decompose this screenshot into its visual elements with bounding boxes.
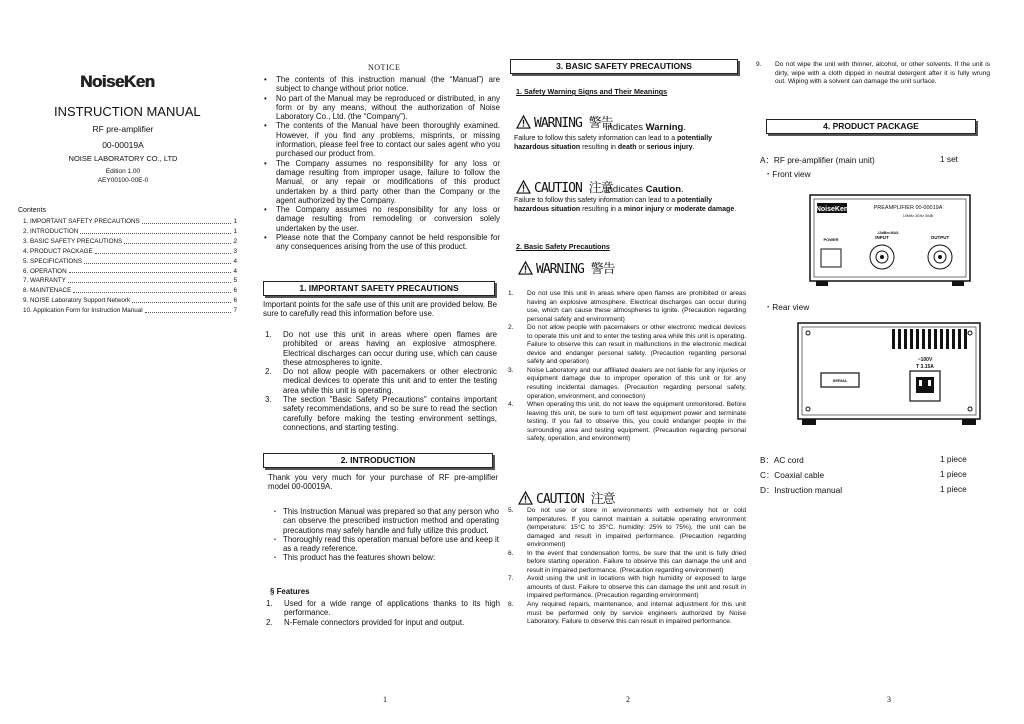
notice-item: • The contents of this instruction manual (the “Manual”) are subject to change without prior notice. bbox=[262, 75, 500, 94]
item-text: In the event that condensation forms, be sure that the unit is fully dried before starting operation. Failure to observe this can damage the unit and result in impaired performance. (Precaution regarding environment) bbox=[527, 549, 746, 574]
page-number: 3 bbox=[887, 695, 891, 704]
list-item bbox=[263, 535, 499, 554]
features-list bbox=[264, 599, 500, 627]
toc-leader bbox=[84, 257, 231, 264]
warning-triangle-icon bbox=[518, 261, 533, 275]
page-4 bbox=[754, 0, 1024, 724]
list-item bbox=[506, 324, 746, 367]
list-item bbox=[506, 507, 746, 550]
page-number: 1 bbox=[383, 695, 387, 704]
item-number: 2. bbox=[266, 617, 273, 627]
item-number: 2. bbox=[508, 324, 514, 332]
toc-page: 4 bbox=[233, 267, 237, 275]
item-text: Do not allow people with pacemakers or other electronic medical devices to operate this unit and to enter the testing area while this unit is operating. bbox=[283, 367, 497, 395]
toc-label: 5. SPECIFICATIONS bbox=[23, 257, 83, 265]
front-brand: NoiseKen bbox=[815, 206, 849, 213]
section-2-intro: Thank you very much for your purchase of RF pre-amplifier model 00-00019A. bbox=[268, 473, 498, 492]
package-item-c: C：Coaxial cable 1 piece bbox=[760, 469, 967, 480]
toc-leader bbox=[68, 276, 232, 283]
section-1-header: 1. IMPORTANT SAFETY PRECAUTIONS bbox=[263, 281, 495, 296]
noiseken-logo: NoiseKen bbox=[80, 72, 155, 91]
notice-item: • Please note that the Company cannot be held responsible for any consequences arising from the use of this product. bbox=[262, 233, 500, 252]
toc-label: 7. WARRANTY bbox=[23, 277, 66, 285]
warning-triangle-icon bbox=[516, 115, 531, 129]
toc-leader bbox=[132, 296, 231, 303]
item-9 bbox=[754, 61, 990, 87]
item-text: Avoid using the unit in locations with high humidity or exposed to large amounts of dust. Failure to observe this can damage the unit and result in impaired performance. (Precaution regarding environment) bbox=[527, 575, 746, 600]
toc-entry bbox=[23, 257, 237, 267]
caution-label: CAUTION 注意 bbox=[534, 181, 613, 196]
notice-list bbox=[262, 75, 500, 252]
list-item bbox=[506, 601, 746, 627]
item-text: Do not use this unit in areas where open flames are prohibited or areas having an explosive atmosphere. Electrical discharges can occur during use, which can cause these atmospheres to ignite. (Precaution regarding personal safety and environment) bbox=[527, 290, 746, 323]
manual-title: INSTRUCTION MANUAL bbox=[54, 104, 201, 119]
toc-entry bbox=[23, 217, 237, 227]
package-item-b: B：AC cord 1 piece bbox=[760, 454, 967, 465]
product-name: RF pre-amplifier bbox=[92, 124, 154, 134]
item-number: 3. bbox=[508, 366, 514, 374]
list-item bbox=[506, 367, 746, 401]
caution-sign bbox=[516, 177, 613, 196]
rear-panel-illustration bbox=[794, 319, 984, 431]
notice-item: • No part of the Manual may be reproduced or distributed, in any form or by any means, without the authorization of Noise Laboratory Co., Ltd. (the “Company”). bbox=[262, 94, 500, 122]
package-item-d: D：Instruction manual 1 piece bbox=[760, 484, 967, 495]
page-2 bbox=[258, 0, 502, 724]
item-number: 4. bbox=[508, 401, 514, 409]
list-item bbox=[506, 550, 746, 576]
toc-entry bbox=[23, 296, 237, 306]
item-text: Noise Laboratory and our affiliated dealers are not liable for any injuries or equipment damage due to improper operation of this unit or for any resulting incidental damages. (Precaution regarding personal safety, operation, environment, and connection) bbox=[527, 366, 746, 400]
item-text: Do not wipe the unit with thinner, alcohol, or other solvents. If the unit is dirty, wipe with a cloth dipped in neutral detergent after it is fully wrung out. Wiping with a solvent can damage the unit surface. bbox=[775, 61, 990, 86]
doc-id: AEY00100-00E-0 bbox=[97, 177, 149, 184]
item-number: 7. bbox=[508, 575, 514, 583]
toc-leader bbox=[69, 267, 232, 274]
package-item-a: A：RF pre-amplifier (main unit) 1 set bbox=[760, 154, 958, 165]
power-label: POWER bbox=[823, 237, 839, 242]
toc-label: 1. IMPORTANT SAFETY PRECAUTIONS bbox=[23, 218, 140, 225]
toc-entry bbox=[23, 276, 237, 286]
caution-label-2: CAUTION 注意 bbox=[536, 492, 615, 507]
caution-triangle-icon bbox=[516, 180, 531, 194]
toc-leader bbox=[80, 227, 231, 234]
section-4-header: 4. PRODUCT PACKAGE bbox=[766, 119, 976, 134]
table-of-contents bbox=[23, 217, 237, 316]
item-number: 1. bbox=[265, 330, 272, 339]
toc-entry bbox=[23, 247, 237, 257]
front-view-label: ・Front view bbox=[764, 169, 811, 179]
list-item bbox=[506, 575, 746, 601]
toc-page: 1 bbox=[233, 218, 237, 225]
list-item bbox=[506, 401, 746, 444]
item-number: 8. bbox=[508, 601, 514, 609]
warning-description: Failure to follow this safety information can lead to a potentially hazardous situation resulting in death or serious injury. bbox=[514, 135, 713, 151]
caution-items-list bbox=[506, 507, 746, 627]
toc-label: 6. OPERATION bbox=[23, 267, 67, 275]
dot-marker: ・ bbox=[271, 534, 279, 544]
toc-page: 5 bbox=[233, 277, 237, 285]
toc-label: 3. BASIC SAFETY PRECAUTIONS bbox=[23, 237, 123, 245]
toc-label: 10. Application Form for Instruction Manual bbox=[23, 307, 143, 315]
item-text: N-Female connectors provided for input and output. bbox=[284, 617, 465, 627]
item-number: 3. bbox=[265, 395, 272, 405]
page-3 bbox=[506, 0, 750, 724]
item-text: This product has the features shown below: bbox=[283, 553, 436, 563]
toc-leader bbox=[142, 217, 232, 224]
list-item bbox=[263, 330, 497, 367]
warning-label: WARNING 警告 bbox=[534, 116, 613, 131]
item-text: The section "Basic Safety Precautions" contains important safety recommendations, and so be sure to read the section carefully before making the testing environment settings, connections, and starting testing. bbox=[283, 395, 497, 432]
item-number: 6. bbox=[508, 549, 514, 557]
item-text: Do not use or store in environments with extremely hot or cold temperatures. If you cannot maintain a suitable operating environment (temperature: 15°C to 35°C, humidity: 25% to 75%), the unit can be damaged and result in impaired performance. (Precaution regarding environment) bbox=[527, 507, 746, 549]
item-text: Any required repairs, maintenance, and internal adjustment for this unit must be performed only by service engineers authorized by Noise Laboratory. Failure to observe this can result in impaired performance. bbox=[527, 601, 746, 626]
toc-leader bbox=[73, 286, 231, 293]
sub-heading-signs: 1. Safety Warning Signs and Their Meanings bbox=[516, 87, 668, 96]
toc-leader bbox=[145, 306, 232, 313]
toc-page: 3 bbox=[233, 247, 237, 255]
item-number: 2. bbox=[265, 367, 272, 377]
model-number: 00-00019A bbox=[102, 140, 144, 150]
toc-label: 4. PRODUCT PACKAGE bbox=[23, 247, 93, 255]
power-switch bbox=[821, 249, 841, 267]
warning-indicates: Indicates Warning. bbox=[605, 122, 686, 133]
item-number: 1. bbox=[508, 290, 514, 297]
list-item bbox=[263, 367, 497, 395]
toc-page: 6 bbox=[233, 287, 237, 295]
fuse-text: T 3.15A bbox=[916, 364, 934, 370]
item-text: Thoroughly read this operation manual before use and keep it as a ready reference. bbox=[283, 534, 499, 554]
item-text: When operating this unit, do not leave the equipment unmonitored. Before leaving this unit, be sure to turn off test equipment power and terminate testing. If you fail to observe this, you could endanger people in the surrounding area and testing equipment. (Precaution regarding personal safety, operation, and environment) bbox=[527, 401, 746, 443]
toc-leader bbox=[124, 237, 231, 244]
toc-page: 6 bbox=[233, 297, 237, 305]
toc-label: 9. NOISE Laboratory Support Network bbox=[23, 297, 131, 305]
toc-entry bbox=[23, 237, 237, 247]
section-1-list bbox=[263, 330, 497, 432]
dot-marker: ・ bbox=[271, 553, 279, 563]
toc-leader bbox=[95, 247, 232, 254]
list-item bbox=[264, 618, 500, 627]
item-text: This Instruction Manual was prepared so that any person who can observe the prescribed instruction method and operating precautions may safely handle and fully utilize this product. bbox=[283, 507, 499, 535]
warning-items-list bbox=[506, 290, 746, 444]
list-item bbox=[506, 290, 746, 324]
input-note: -10dBm MAX. bbox=[876, 231, 900, 235]
item-number: 1. bbox=[266, 599, 273, 608]
list-item bbox=[263, 395, 497, 432]
list-item bbox=[754, 61, 990, 87]
dot-marker: ・ bbox=[271, 507, 279, 516]
item-text: Used for a wide range of applications thanks to its high performance. bbox=[284, 599, 500, 618]
warning-label-2: WARNING 警告 bbox=[536, 262, 615, 277]
input-label: INPUT bbox=[875, 235, 889, 240]
item-number: 9. bbox=[756, 61, 762, 68]
front-panel-illustration bbox=[808, 191, 974, 291]
toc-entry bbox=[23, 306, 237, 316]
rear-view-label: ・Rear view bbox=[764, 302, 810, 312]
output-label: OUTPUT bbox=[930, 235, 950, 240]
toc-entry bbox=[23, 267, 237, 277]
item-text: Do not use this unit in areas where open flames are prohibited or areas having an explosive atmosphere. Electrical discharges can occur during use, which can cause these atmospheres to ignite. bbox=[283, 330, 497, 367]
section-1-intro: Important points for the safe use of this unit are provided below. Be sure to carefully read this information before use. bbox=[263, 300, 497, 319]
notice-heading: NOTICE bbox=[368, 63, 401, 72]
front-model: PREAMPLIFIER 00-00019A bbox=[873, 205, 943, 211]
toc-entry bbox=[23, 286, 237, 296]
toc-page: 1 bbox=[233, 227, 237, 235]
section-2-list bbox=[263, 507, 499, 563]
notice-item: • The contents of the Manual have been thoroughly examined. However, if you find any problems, misprints, or missing information, please feel free to contact our sales agent who you purchased our product from. bbox=[262, 121, 500, 158]
list-item bbox=[264, 599, 500, 618]
notice-item: • The Company assumes no responsibility for any loss or damage resulting from improper usage, failure to follow the Manual, or any repair or modifications of this product undertaken by a third party other than the Company or the agent authorized by the Company. bbox=[262, 159, 500, 205]
features-heading: § Features bbox=[270, 587, 310, 596]
company-name: NOISE LABORATORY CO., LTD bbox=[68, 154, 178, 163]
toc-entry bbox=[23, 227, 237, 237]
sub-heading-basic: 2. Basic Safety Precautions bbox=[516, 242, 610, 251]
notice-item: • The Company assumes no responsibility for any loss or damage resulting from remodeling or conversion solely undertaken by the user. bbox=[262, 205, 500, 233]
list-item bbox=[263, 553, 499, 562]
item-text: Do not allow people with pacemakers or other electronic medical devices to operate this unit and to enter the testing area while this unit is operating. Failure to observe this can result in malfunctions in the electronic medical device and endanger personal safety. (Precaution regarding personal safety and operation) bbox=[527, 324, 746, 366]
caution-triangle-icon bbox=[518, 491, 533, 505]
front-spec: 10MHz 3GHz 40dB bbox=[902, 214, 934, 218]
item-number: 5. bbox=[508, 507, 514, 514]
edition: Edition 1.00 bbox=[105, 168, 141, 175]
serial-text: SERIAL bbox=[832, 378, 848, 383]
section-3-header: 3. BASIC SAFETY PRECAUTIONS bbox=[510, 59, 738, 74]
toc-label: 2. INTRODUCTION bbox=[23, 227, 79, 235]
toc-page: 7 bbox=[233, 307, 237, 315]
list-item bbox=[263, 507, 499, 535]
contents-heading: Contents bbox=[18, 207, 47, 214]
caution-description: Failure to follow this safety information can lead to a potentially hazardous situation resulting in a minor injury or moderate damage. bbox=[514, 197, 737, 213]
caution-indicates: Indicates Caution. bbox=[605, 184, 684, 195]
warning-sign-2 bbox=[518, 258, 615, 277]
section-2-header: 2. INTRODUCTION bbox=[263, 453, 493, 468]
caution-sign-2 bbox=[518, 488, 615, 507]
page-number: 2 bbox=[626, 695, 630, 704]
voltage-text: ~100V bbox=[917, 357, 933, 363]
toc-page: 4 bbox=[233, 257, 237, 265]
toc-label: 8. MAINTENACE bbox=[23, 287, 72, 295]
toc-page: 2 bbox=[233, 237, 237, 245]
warning-sign bbox=[516, 112, 613, 131]
